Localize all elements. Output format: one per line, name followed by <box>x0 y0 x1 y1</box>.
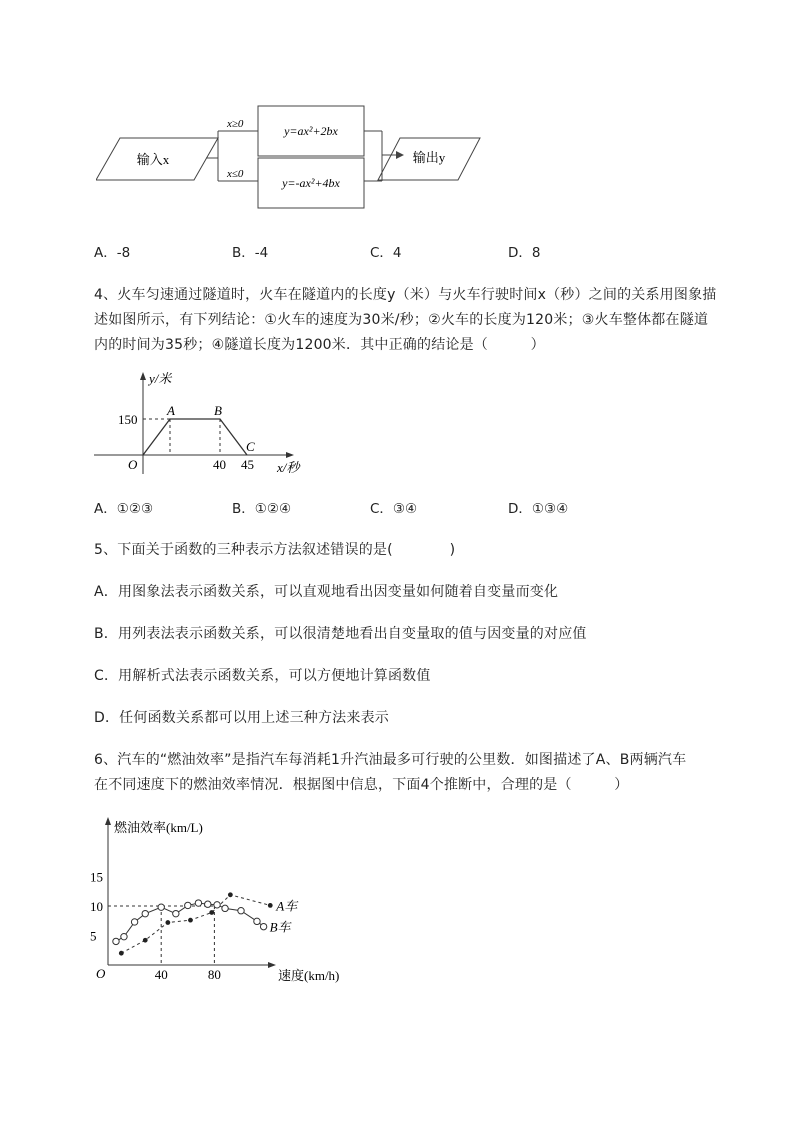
chart-y-label: 燃油效率(km/L) <box>114 820 203 835</box>
q4-graph <box>90 368 320 480</box>
q4-curve <box>143 419 247 455</box>
chart-data-point <box>142 910 148 916</box>
q5-stem: 5、下面关于函数的三种表示方法叙述错误的是( ) <box>94 542 456 558</box>
q5-option-a: A．用图象法表示函数关系，可以直观地看出因变量如何随着自变量而变化 <box>94 584 559 600</box>
q4-point-c: C <box>246 439 255 454</box>
q6-stem-line-1: 6、汽车的“燃油效率”是指汽车每消耗1升汽油最多可行驶的公里数．如图描述了A、B两辆汽车 <box>94 752 687 768</box>
q3-option-b: B．-4 <box>232 245 269 261</box>
q4-x-tick-45: 45 <box>241 457 254 472</box>
q4-option-b: B．①②④ <box>232 501 292 517</box>
chart-data-point <box>238 908 244 914</box>
chart-data-point <box>119 951 124 956</box>
chart-data-point <box>113 938 119 944</box>
chart-y-tick: 15 <box>90 869 103 885</box>
chart-origin: O <box>96 966 106 981</box>
chart-data-point <box>188 918 193 923</box>
cond-bottom: x≤0 <box>227 168 244 180</box>
chart-data-point <box>143 938 148 943</box>
chart-x-label: 速度(km/h) <box>278 968 340 983</box>
chart-data-point <box>254 918 260 924</box>
chart-x-tick: 40 <box>154 967 168 982</box>
chart-data-point <box>195 900 201 906</box>
formula-bottom: y=-ax²+4bx <box>282 176 340 190</box>
q3-option-a: A．-8 <box>94 245 131 261</box>
q4-x-tick-40: 40 <box>213 457 226 472</box>
flowchart <box>96 98 486 216</box>
q3-option-c: C．4 <box>370 245 402 261</box>
chart-data-point <box>165 920 170 925</box>
input-label: 输入x <box>136 152 170 167</box>
q4-x-label: x/秒 <box>277 460 300 475</box>
chart-data-point <box>260 923 266 929</box>
q4-option-a: A．①②③ <box>94 501 154 517</box>
q4-stem-line-3: 内的时间为35秒；④隧道长度为1200米．其中正确的结论是（ ） <box>94 337 545 353</box>
chart-series-label: A车 <box>276 898 298 914</box>
q5-option-c: C．用解析式法表示函数关系，可以方便地计算函数值 <box>94 668 431 684</box>
chart-data-point <box>214 902 220 908</box>
q4-option-c: C．③④ <box>370 501 418 517</box>
q4-stem-line-1: 4、火车匀速通过隧道时，火车在隧道内的长度y（米）与火车行驶时间x（秒）之间的关系用图象描 <box>94 287 717 303</box>
chart-y-tick: 5 <box>90 928 97 944</box>
chart-data-point <box>222 905 228 911</box>
chart-data-point <box>205 901 211 907</box>
output-label: 输出y <box>412 150 446 165</box>
q6-stem-line-2: 在不同速度下的燃油效率情况．根据图中信息，下面4个推断中，合理的是（ ） <box>94 777 629 793</box>
chart-data-point <box>185 902 191 908</box>
chart-data-point <box>121 933 127 939</box>
q4-y-label: y/米 <box>149 371 172 386</box>
q4-point-a: A <box>167 403 175 418</box>
q4-point-b: B <box>214 403 222 418</box>
q4-option-d: D．①③④ <box>508 501 569 517</box>
chart-data-point <box>228 892 233 897</box>
chart-data-point <box>158 904 164 910</box>
q4-y-tick: 150 <box>118 412 138 427</box>
q5-option-d: D．任何函数关系都可以用上述三种方法来表示 <box>94 710 389 726</box>
chart-series-label: B车 <box>269 919 291 935</box>
formula-top: y=ax²+2bx <box>284 124 338 138</box>
fuel-efficiency-chart <box>88 812 368 992</box>
q4-origin: O <box>128 457 138 472</box>
chart-data-point <box>268 903 273 908</box>
chart-y-tick: 10 <box>90 899 103 914</box>
cond-top: x≥0 <box>227 118 244 130</box>
chart-data-point <box>131 919 137 925</box>
q3-option-d: D．8 <box>508 245 541 261</box>
q4-stem-line-2: 述如图所示，有下列结论：①火车的速度为30米/秒；②火车的长度为120米；③火车整体都在隧道 <box>94 312 709 328</box>
chart-data-point <box>209 910 214 915</box>
q5-option-b: B．用列表法表示函数关系，可以很清楚地看出自变量取的值与因变量的对应值 <box>94 626 587 642</box>
chart-data-point <box>173 910 179 916</box>
chart-x-tick: 80 <box>207 967 221 982</box>
